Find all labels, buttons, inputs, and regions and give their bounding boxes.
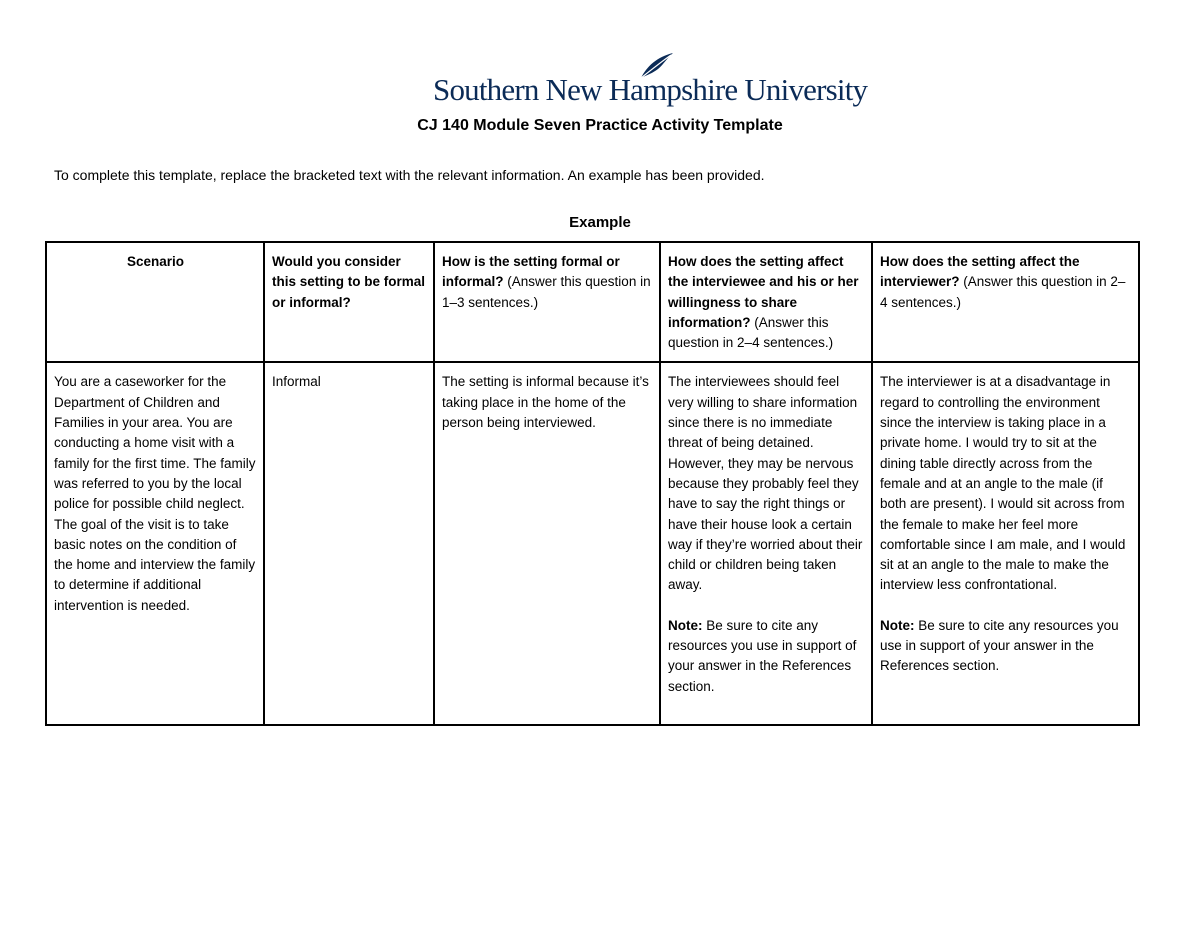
interviewee-answer: The interviewees should feel very willing to share information since there is no immediate threat of being detained. However, they may be nervous because they probably feel they have to say the right things or have their house look a certain way if they’re worried about their child or children being taken away. (668, 374, 863, 593)
instructions-text: To complete this template, replace the bracketed text with the relevant information. An example has been provided. (54, 167, 765, 183)
table-row (46, 362, 1139, 725)
table-header-row (46, 242, 1139, 362)
cell-how-formal: The setting is informal because it’s taking place in the home of the person being interviewed. (434, 362, 660, 725)
header-interviewee-label: How does the setting affect the interviewee and his or her willingness to share information? (668, 254, 859, 330)
header-how-formal (434, 242, 660, 362)
cell-interviewer (872, 362, 1139, 725)
header-interviewer-label: How does the setting affect the interviewer? (880, 254, 1080, 290)
example-table (45, 241, 1140, 726)
header-interviewer-hint: (Answer this question in 2–4 sentences.) (880, 274, 1126, 310)
interviewer-answer: The interviewer is at a disadvantage in regard to controlling the environment since the interview is taking place in a private home. I would try to sit at the dining table directly across from the female and at an angle to the male (if both are present). I would sit across from the female to make her feel more comfortable since I am male, and I would sit at an angle to the male to make the interview less confrontational. (880, 374, 1126, 593)
cell-scenario: You are a caseworker for the Department of Children and Families in your area. You are conducting a home visit with a family for the first time. The family was referred to you by the local police for possible child neglect. The goal of the visit is to take basic notes on the condition of the home and interview the family to determine if additional intervention is needed. (46, 362, 264, 725)
interviewer-note-label: Note: (880, 617, 915, 633)
page-title: CJ 140 Module Seven Practice Activity Template (417, 117, 783, 134)
interviewee-note-text: Be sure to cite any resources you use in support of your answer in the References section. (668, 617, 857, 694)
cell-interviewee (660, 362, 872, 725)
interviewee-note-label: Note: (668, 617, 703, 633)
header-how-formal-label: How is the setting formal or informal? (442, 254, 620, 290)
header-interviewer (872, 242, 1139, 362)
header-formal-informal: Would you consider this setting to be formal or informal? (264, 242, 434, 362)
logo-wordmark: Southern New Hampshire University (433, 72, 868, 107)
header-scenario: Scenario (46, 242, 264, 362)
university-logo (433, 52, 868, 107)
header-interviewee-hint: (Answer this question in 2–4 sentences.) (668, 314, 834, 351)
example-heading: Example (569, 214, 631, 231)
header-interviewee (660, 242, 872, 362)
header-how-formal-hint: (Answer this question in 1–3 sentences.) (442, 274, 651, 310)
cell-setting: Informal (264, 362, 434, 725)
interviewer-note-text: Be sure to cite any resources you use in support of your answer in the References section. (880, 617, 1119, 674)
